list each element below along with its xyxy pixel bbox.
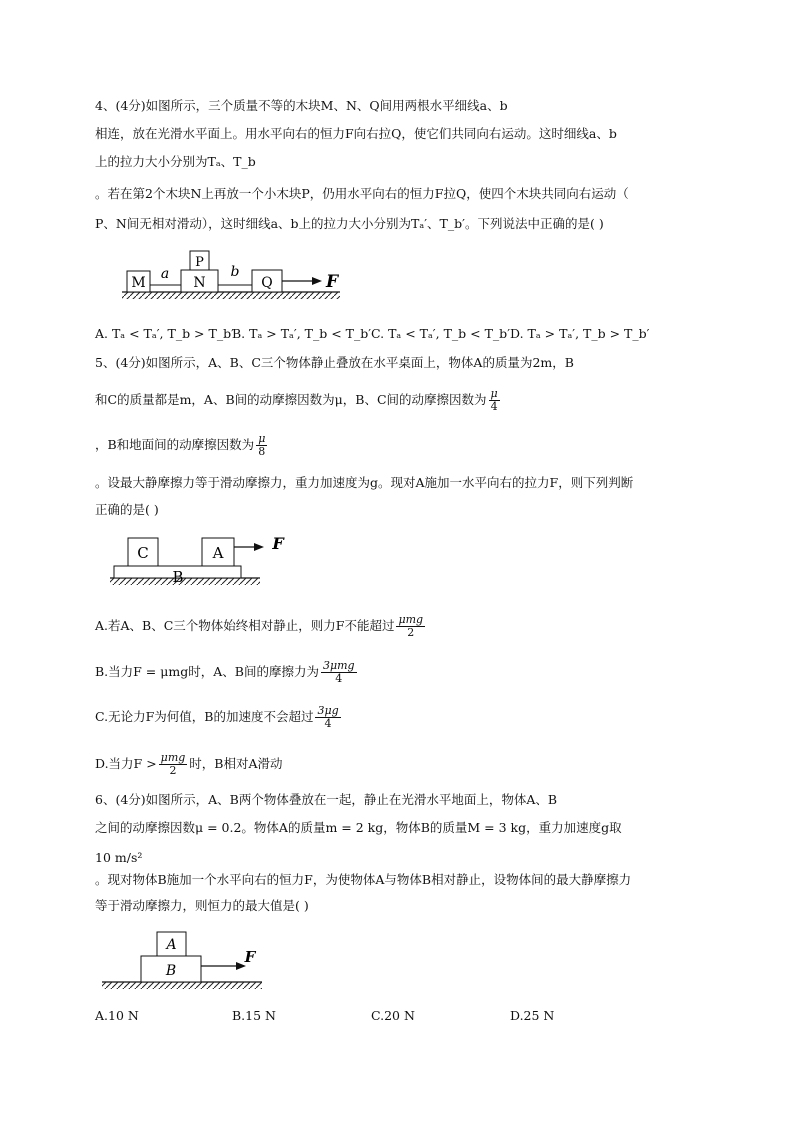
block-p-label: P bbox=[195, 255, 204, 270]
q6-line5: 等于滑动摩擦力，则恒力的最大值是( ) bbox=[95, 898, 309, 913]
q4-option-c: C. Tₐ < Tₐ′, T_b < T_b′ bbox=[371, 326, 511, 341]
frac-numerator: μmg bbox=[398, 613, 424, 626]
q5-option-b bbox=[95, 660, 359, 685]
q5-option-d bbox=[95, 752, 283, 777]
q5-line5: 正确的是( ) bbox=[95, 502, 159, 517]
force-label: F bbox=[244, 948, 256, 966]
force-label: F bbox=[325, 272, 339, 292]
q5-option-a-frac bbox=[396, 614, 425, 639]
q4-line5: P、N间无相对滑动），这时细线a、b上的拉力大小分别为Tₐ′、T_b′。下列说法中正确的是( ) bbox=[95, 216, 604, 231]
q6-line4: 。现对物体B施加一个水平向右的恒力F，为使物体A与物体B相对静止，设物体间的最大静摩擦力 bbox=[95, 872, 632, 887]
q4-line1: 4、(4分)如图所示，三个质量不等的木块M、N、Q间用两根水平细线a、b bbox=[95, 98, 508, 113]
frac-denominator: 4 bbox=[490, 400, 498, 413]
q5-option-b-frac bbox=[321, 660, 357, 685]
q5-diagram bbox=[108, 530, 268, 592]
force-label: F bbox=[272, 534, 284, 553]
arrow-icon bbox=[312, 277, 322, 285]
block-m-label: M bbox=[131, 275, 146, 291]
q5-option-a-text: A.若A、B、C三个物体始终相对静止，则力F不能超过 bbox=[95, 618, 395, 633]
q5-frac-bc bbox=[489, 388, 500, 413]
q5-frac-ground bbox=[256, 433, 267, 458]
arrow-icon bbox=[254, 543, 264, 551]
block-q-label: Q bbox=[261, 275, 273, 291]
q5-option-c-frac bbox=[315, 705, 340, 730]
q4-option-a: A. Tₐ < Tₐ′, T_b > T_b′ bbox=[95, 326, 234, 341]
q6-diagram bbox=[100, 928, 270, 998]
q5-line3-text: ，B和地面间的动摩擦因数为 bbox=[95, 437, 255, 452]
q6-option-a: A.10 N bbox=[95, 1008, 139, 1023]
frac-denominator: 2 bbox=[169, 764, 177, 777]
q6-line2: 之间的动摩擦因数μ = 0.2。物体A的质量m = 2 kg，物体B的质量M = 3 kg，重力加速度g取 bbox=[95, 820, 622, 835]
frac-numerator: μ bbox=[258, 432, 266, 445]
q5-option-d-text: D.当力F > bbox=[95, 756, 157, 771]
q5-option-d-frac bbox=[159, 752, 188, 777]
q4-line2: 相连，放在光滑水平面上。用水平向右的恒力F向右拉Q，使它们共同向右运动。这时细线a、b bbox=[95, 126, 617, 141]
q4-option-b: B. Tₐ > Tₐ′, T_b < T_b′ bbox=[232, 326, 372, 341]
line-b-label: b bbox=[230, 264, 240, 280]
block-a-label: A bbox=[212, 544, 224, 562]
q5-option-d-tail: 时，B相对A滑动 bbox=[189, 756, 283, 771]
block-c-label: C bbox=[137, 544, 149, 562]
frac-denominator: 4 bbox=[324, 717, 332, 730]
block-b-label: B bbox=[172, 568, 184, 586]
q6-option-b: B.15 N bbox=[232, 1008, 276, 1023]
q6-line1: 6、(4分)如图所示，A、B两个物体叠放在一起，静止在光滑水平地面上，物体A、B bbox=[95, 792, 558, 807]
q5-option-c bbox=[95, 705, 343, 730]
q5-line1: 5、(4分)如图所示，A、B、C三个物体静止叠放在水平桌面上，物体A的质量为2m，B bbox=[95, 355, 574, 370]
frac-denominator: 8 bbox=[258, 445, 266, 458]
q5-option-b-text: B.当力F = μmg时，A、B间的摩擦力为 bbox=[95, 664, 319, 679]
q5-line3 bbox=[95, 433, 269, 458]
q4-option-d: D. Tₐ > Tₐ′, T_b > T_b′ bbox=[510, 326, 650, 341]
frac-numerator: μmg bbox=[160, 751, 186, 764]
q5-option-a bbox=[95, 614, 427, 639]
q5-line2 bbox=[95, 388, 502, 413]
block-b-label: B bbox=[165, 963, 177, 979]
q6-option-d: D.25 N bbox=[510, 1008, 555, 1023]
q5-option-c-text: C.无论力F为何值，B的加速度不会超过 bbox=[95, 709, 314, 724]
block-a-label: A bbox=[166, 937, 177, 953]
frac-denominator: 4 bbox=[335, 672, 343, 685]
q4-line4: 。若在第2个木块N上再放一个小木块P，仍用水平向右的恒力F拉Q，使四个木块共同向右运动（ bbox=[95, 186, 629, 201]
frac-denominator: 2 bbox=[407, 626, 415, 639]
q6-option-c: C.20 N bbox=[371, 1008, 415, 1023]
q5-force-label-wrap bbox=[268, 534, 288, 554]
frac-numerator: μ bbox=[490, 387, 498, 400]
line-a-label: a bbox=[160, 266, 170, 282]
q4-line3: 上的拉力大小分别为Tₐ、T_b bbox=[95, 154, 256, 169]
frac-numerator: 3μmg bbox=[322, 659, 355, 672]
block-n-label: N bbox=[193, 275, 206, 291]
frac-numerator: 3μg bbox=[317, 704, 339, 717]
q5-line2-text: 和C的质量都是m，A、B间的动摩擦因数为μ，B、C间的动摩擦因数为 bbox=[95, 392, 487, 407]
q5-line4: 。设最大静摩擦力等于滑动摩擦力，重力加速度为g。现对A施加一水平向右的拉力F，则下列判断 bbox=[95, 475, 634, 490]
q4-diagram bbox=[118, 248, 348, 310]
q6-line3: 10 m/s² bbox=[95, 850, 143, 865]
